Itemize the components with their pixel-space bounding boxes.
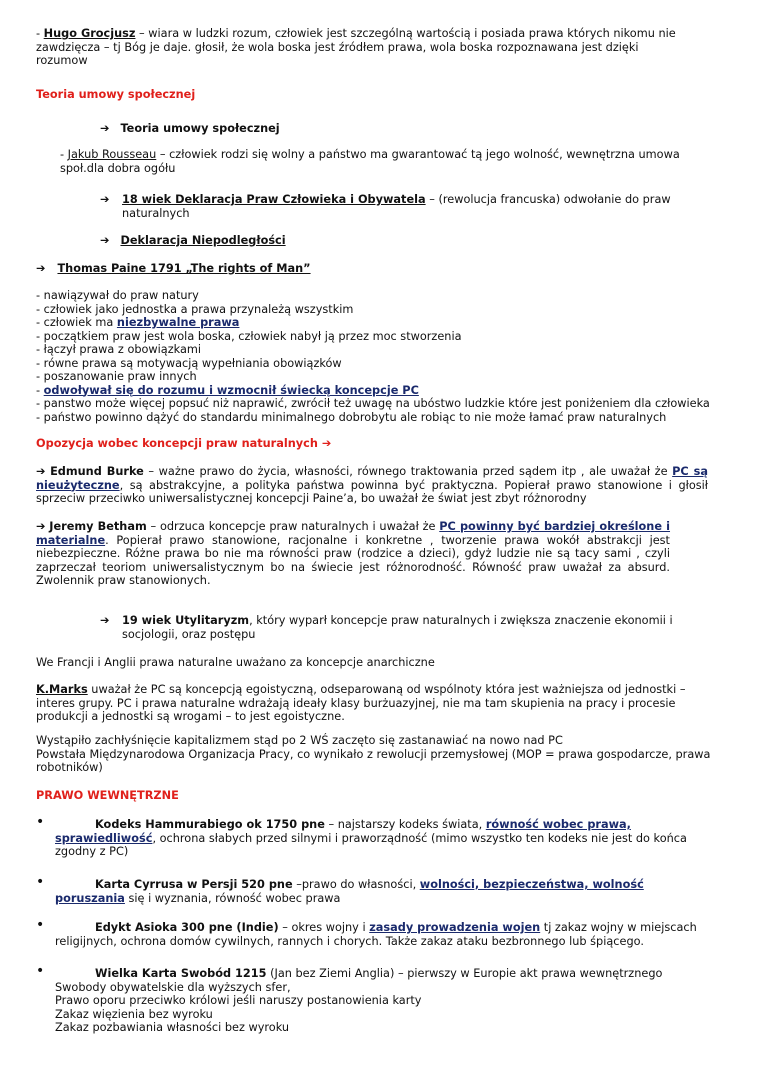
marks-paragraph: K.Marks uważał że PC są koncepcją egoistyczną, odseparowaną od wspólnoty która jest ważniejsza od jednostki – interes grupy. PC i prawa naturalne wdrażają ideały klasy burżuazyjnej, nie ma tam skupienia na pracy i procesie produkcji a jednostki są wrogami – to jest egoistyczne. xyxy=(36,683,686,723)
utylitaryzm-paragraph: 19 wiek Utylitaryzm, który wyparł koncepcje praw naturalnych i zwiększa znaczenie ekonomii i socjologii, oraz postępu xyxy=(122,614,673,641)
grocjusz-name: Hugo Grocjusz xyxy=(43,27,136,40)
list-item: - poszanowanie praw innych xyxy=(36,370,197,383)
list-item: - państwo powinno dążyć do standardu minimalnego dobrobytu ale robiąc to nie może łamać praw naturalnych xyxy=(36,410,667,424)
list-item: - równe prawa są motywacją wypełniania obowiązków xyxy=(36,356,342,370)
arrow-right-icon: ➔ xyxy=(36,465,46,478)
heading-opozycja: Opozycja wobec koncepcji praw naturalnych ➔ xyxy=(36,437,332,450)
marks-name: K.Marks xyxy=(36,683,88,696)
rousseau-paragraph: - Jakub Rousseau – człowiek rodzi się wolny a państwo ma gwarantować tą jego wolność, wewnętrzna umowa społ.dla dobra ogółu xyxy=(60,148,680,175)
paine-list xyxy=(36,289,736,424)
arrow-right-icon: ➔ xyxy=(100,234,110,247)
grocjusz-paragraph: - Hugo Grocjusz – wiara w ludzki rozum, człowiek jest szczególną wartością i posiada prawa których nikomu nie zawdzięcza – tj Bóg je daje. głosił, że wola boska jest źródłem prawa, wola boska rozpoznawana jest dzięki rozumow xyxy=(36,27,676,67)
heading-teoria-umowy: Teoria umowy społecznej xyxy=(36,88,196,101)
list-item: - człowiek ma niezbywalne prawa xyxy=(36,316,240,329)
francja-line: We Francji i Anglii prawa naturalne uważano za koncepcje anarchiczne xyxy=(36,656,435,669)
list-item: - początkiem praw jest wola boska, człowiek nabył ją przez moc stworzenia xyxy=(36,329,462,343)
bullet-icon: • xyxy=(36,874,45,890)
wystapilo-paragraph: Wystąpiło zachłyśnięcie kapitalizmem stąd po 2 WŚ zaczęto się zastanawiać na nowo nad PC Powstała Międzynarodowa Organizacja Pracy, co wynikało z rewolucji przemysłowej (MOP = prawa gospodarcze, prawa robotników) xyxy=(36,734,711,774)
hammurabi-paragraph: Kodeks Hammurabiego ok 1750 pne – najstarszy kodeks świata, równość wobec prawa, sprawiedliwość, ochrona słabych przed silnymi i praworządność (mimo wszystko ten kodeks nie jest do końca zgodny z PC) xyxy=(55,818,687,858)
arrow-right-icon: ➔ xyxy=(321,437,332,450)
bullet-icon: • xyxy=(36,814,45,830)
list-item: - panstwo może więcej popsuć niż naprawić, zwrócił też uwagę na ubóstwo ludzkie które jest poniżeniem dla człowieka xyxy=(36,397,710,410)
paine-title: ➔ Thomas Paine 1791 „The rights of Man” xyxy=(36,262,311,275)
arrow-right-icon: ➔ xyxy=(36,520,46,533)
wielka-karta-paragraph: Wielka Karta Swobód 1215 (Jan bez Ziemi Anglia) – pierwszy w Europie akt prawa wewnętrznego Swobody obywatelskie dla wyższych sfer, Prawo oporu przeciwko królowi jeśli naruszy postanowienia karty Zakaz więzienia bez wyroku Zakaz pozbawiania własności bez wyroku xyxy=(55,967,663,1034)
asioka-paragraph: Edykt Asioka 300 pne (Indie) – okres wojny i zasady prowadzenia wojen tj zakaz wojny w miejscach religijnych, ochrona domów cywilnych, rannych i chorych. Także zakaz ataku bezbronnego lub śpiącego. xyxy=(55,921,697,948)
list-item: - odwoływał się do rozumu i wzmocnił świecką koncepcje PC xyxy=(36,383,419,397)
deklaracja-18-paragraph: 18 wiek Deklaracja Praw Człowieka i Obywatela – (rewolucja francuska) odwołanie do praw naturalnych xyxy=(122,193,671,220)
list-item: - łączył prawa z obowiązkami xyxy=(36,343,202,356)
bullet-icon: • xyxy=(36,963,45,979)
list-item: - nawiązywał do praw natury xyxy=(36,289,199,302)
betham-paragraph: ➔ Jeremy Betham – odrzuca koncepcje praw naturalnych i uważał że PC powinny być bardziej określone i materialne. Popierał prawo stanowione, racjonalne i konkretne , tworzenie prawa wokół abstrakcji jest niebezpieczne. Różne prawa bo nie ma równości praw (rodzice a dzieci), gdyż ludzie nie są tacy sami , czyli zaprzeczał teoriom uniwersalistycznym bo na świecie jest różnorodność. Równość praw uważał za absurd. Zwolennik praw stanowionych. xyxy=(36,520,671,587)
heading-prawo-wewnetrzne: PRAWO WEWNĘTRZNE xyxy=(36,789,179,802)
burke-name: Edmund Burke xyxy=(50,465,144,478)
niepodleglosci-item: ➔ Deklaracja Niepodległości xyxy=(100,234,286,247)
cyrrus-paragraph: Karta Cyrrusa w Persji 520 pne –prawo do własności, wolności, bezpieczeństwa, wolność poruszania się i wyznania, równość wobec prawa xyxy=(55,878,644,905)
arrow-right-icon: ➔ xyxy=(100,614,110,627)
arrow-right-icon: ➔ xyxy=(100,193,110,206)
arrow-right-icon: ➔ xyxy=(100,122,110,135)
burke-paragraph: ➔ Edmund Burke – ważne prawo do życia, własności, równego traktowania przed sądem itp , ale uważał że PC są nieużyteczne, są abstrakcyjne, a polityka państwa powinna być praktyczna. Popierał prawo stanowione i głosił sprzeciw przeciwko uniwersalistycznej koncepcji Paine’a, bo uważał że świat jest zbyt różnorodny xyxy=(36,465,708,505)
betham-name: Jeremy Betham xyxy=(49,520,147,533)
bullet-icon: • xyxy=(36,917,45,933)
list-item: - człowiek jako jednostka a prawa przynależą wszystkim xyxy=(36,302,354,316)
arrow-right-icon: ➔ xyxy=(36,262,46,275)
teoria-item: ➔ Teoria umowy społecznej xyxy=(100,122,280,135)
rousseau-name: Jakub Rousseau xyxy=(67,148,157,161)
